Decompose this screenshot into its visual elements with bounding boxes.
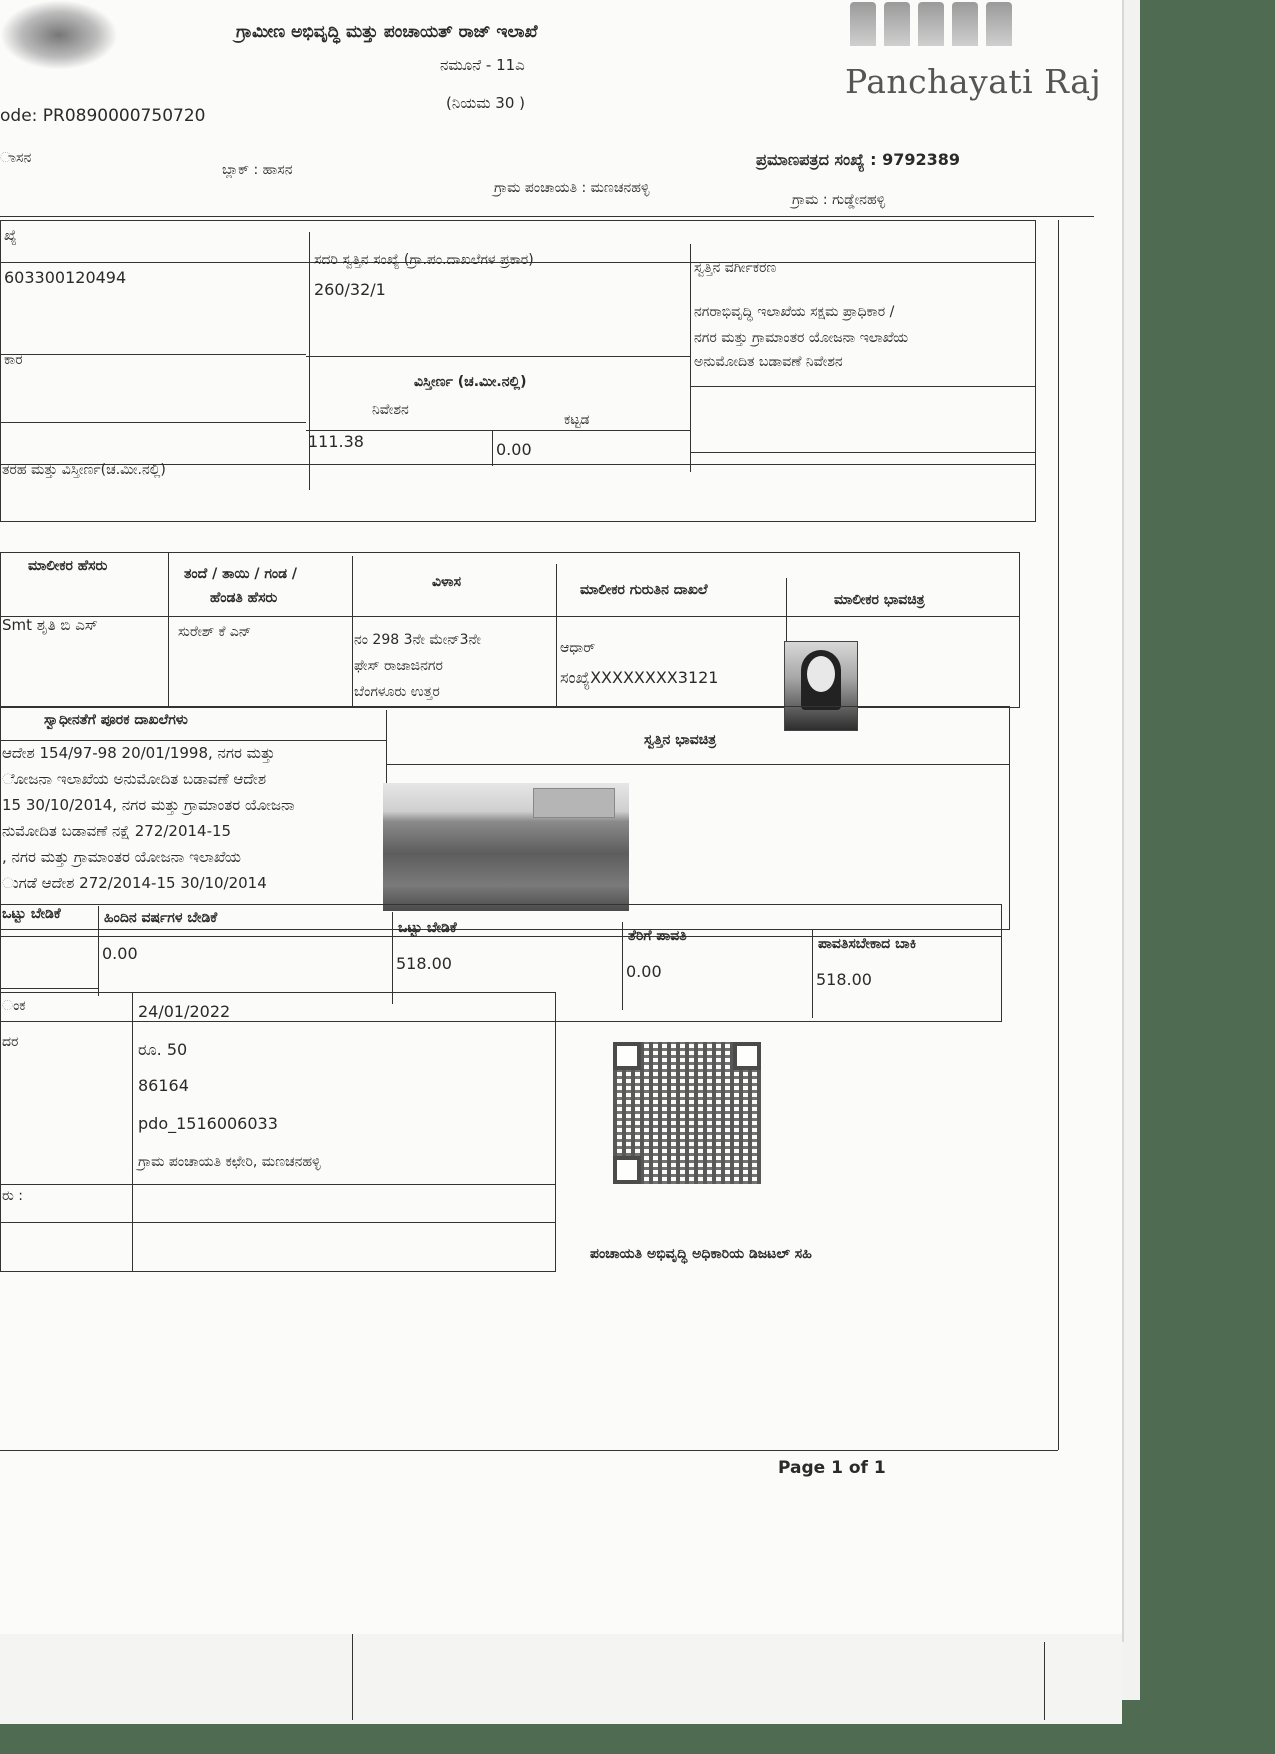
- site-label: ನಿವೇಶನ: [372, 402, 409, 418]
- id-document-line-1: ಆಧಾರ್: [560, 640, 596, 656]
- address-line-2: ಫೇಸ್ ರಾಜಾಜಿನಗರ: [354, 658, 443, 674]
- underlying-drawing-sheet: [0, 1634, 1122, 1724]
- site-area-value: 111.38: [308, 432, 364, 451]
- classification-label: ಸ್ವತ್ತಿನ ವರ್ಗೀಕರಣ: [694, 260, 777, 276]
- id-document-label: ಮಾಲೀಕರ ಗುರುತಿನ ದಾಖಲೆ: [580, 582, 708, 598]
- address-label: ವಿಳಾಸ: [432, 574, 462, 590]
- issue-place: ಗ್ರಾಮ ಪಂಚಾಯತಿ ಕಛೇರಿ, ಮಣಚನಹಳ್ಳಿ: [138, 1154, 321, 1170]
- block: ಬ್ಲಾಕ್ : ಹಾಸನ: [222, 162, 293, 178]
- area-label: ವಿಸ್ತೀರ್ಣ (ಚ.ಮೀ.ನಲ್ಲಿ): [414, 374, 527, 390]
- fee-label: ದರ: [2, 1034, 19, 1050]
- relation-label-1: ತಂದೆ / ತಾಯಿ / ಗಂಡ /: [184, 566, 298, 582]
- relation-label-2: ಹೆಂಡತಿ ಹೆಸರು: [210, 590, 278, 606]
- document-line-2: ೋಜನಾ ಇಲಾಖೆಯ ಅನುಮೋದಿತ ಬಡಾವಣೆ ಆದೇಶ: [2, 770, 267, 788]
- property-photo: [383, 783, 629, 911]
- department-title: ಗ್ರಾಮೀಣ ಅಭಿವೃದ್ಧಿ ಮತ್ತು ಪಂಚಾಯತ್ ರಾಜ್ ಇಲಾಖೆ: [236, 22, 538, 42]
- fee-value: ರೂ. 50: [138, 1040, 188, 1059]
- rule-number: (ನಿಯಮ 30 ): [446, 94, 525, 112]
- form-number: ನಮೂನೆ - 11ಎ: [440, 56, 525, 74]
- document-line-5: , ನಗರ ಮತ್ತು ಗ್ರಾಮಾಂತರ ಯೋಜನಾ ಇಲಾಖೆಯ: [2, 848, 241, 866]
- issue-date-value: 24/01/2022: [138, 1002, 231, 1021]
- building-area-value: 0.00: [496, 440, 532, 459]
- page-border: [1058, 220, 1059, 1450]
- property-photo-label: ಸ್ವತ್ತಿನ ಭಾವಚಿತ್ರ: [644, 732, 717, 748]
- tax-paid-value: 0.00: [626, 962, 662, 981]
- sadari-number-value: 260/32/1: [314, 280, 386, 299]
- remarks-label: ರು :: [2, 1188, 24, 1204]
- village: ಗ್ರಾಮ : ಗುಡ್ಡೇನಹಳ್ಳಿ: [792, 192, 886, 208]
- header-divider: [0, 216, 1094, 217]
- previous-years-demand-value: 0.00: [102, 944, 138, 963]
- property-id-label: ಖ್ಯೆ: [4, 228, 17, 244]
- balance-due-label: ಪಾವತಿಸಬೇಕಾದ ಬಾಕಿ: [818, 936, 917, 952]
- owner-name-value: Smt ಶೃತಿ ಬಿ ಎಸ್: [2, 616, 98, 634]
- address-line-3: ಬೆಂಗಳೂರು ಉತ್ತರ: [354, 684, 440, 700]
- district: ಾಸನ: [0, 150, 32, 166]
- tax-paid-label: ತೆರಿಗೆ ಪಾವತಿ: [628, 928, 687, 944]
- owner-name-label: ಮಾಲೀಕರ ಹೆಸರು: [28, 558, 108, 574]
- document-line-1: ಆದೇಶ 154/97-98 20/01/1998, ನಗರ ಮತ್ತು: [2, 744, 275, 762]
- building-label: ಕಟ್ಟಡ: [564, 412, 590, 428]
- address-line-1: ನಂ 298 3ನೇ ಮೇನ್3ನೇ: [354, 632, 481, 648]
- classification-line-1: ನಗರಾಭಿವೃದ್ಧಿ ಇಲಾಖೆಯ ಸಕ್ಷಮ ಪ್ರಾಧಿಕಾರ /: [694, 304, 895, 320]
- relation-value: ಸುರೇಶ್ ಕೆ ಎನ್: [178, 624, 252, 640]
- issue-date-label: ಂಕ: [2, 998, 26, 1014]
- issue-details-table: [0, 992, 556, 1272]
- certificate-number: ಪ್ರಮಾಣಪತ್ರದ ಸಂಖ್ಯೆ : 9792389: [756, 150, 961, 169]
- issued-by: pdo_1516006033: [138, 1114, 278, 1133]
- total-demand-label: ಒಟ್ಟು ಬೇಡಿಕೆ: [2, 906, 61, 922]
- balance-due-value: 518.00: [816, 970, 872, 989]
- classification-line-3: ಅನುಮೋದಿತ ಬಡಾವಣೆ ನಿವೇಶನ: [694, 354, 843, 370]
- property-code: ode: PR0890000750720: [0, 106, 206, 126]
- id-document-line-2: ಸಂಖ್ಯೆXXXXXXXX3121: [560, 668, 719, 687]
- floor-area-label: ತರಹ ಮತ್ತು ವಿಸ್ತೀರ್ಣ(ಚ.ಮೀ.ನಲ್ಲಿ): [2, 462, 166, 478]
- gram-panchayat: ಗ್ರಾಮ ಪಂಚಾಯತಿ : ಮಣಚನಹಳ್ಳಿ: [494, 180, 650, 196]
- classification-line-2: ನಗರ ಮತ್ತು ಗ್ರಾಮಾಂತರ ಯೋಜನಾ ಇಲಾಖೆಯ: [694, 330, 909, 346]
- document-line-6: ುಗಡೆ ಆದೇಶ 272/2014-15 30/10/2014: [2, 874, 267, 892]
- document-line-3: 15 30/10/2014, ನಗರ ಮತ್ತು ಗ್ರಾಮಾಂತರ ಯೋಜನಾ: [2, 796, 295, 814]
- receipt-number: 86164: [138, 1076, 189, 1095]
- previous-years-demand-label: ಹಿಂದಿನ ವರ್ಷಗಳ ಬೇಡಿಕೆ: [104, 910, 218, 926]
- digital-signature-label: ಪಂಚಾಯತಿ ಅಭಿವೃದ್ಧಿ ಅಧಿಕಾರಿಯ ಡಿಜಟಲ್ ಸಹಿ: [590, 1246, 812, 1262]
- owner-photo-label: ಮಾಲೀಕರ ಭಾವಚಿತ್ರ: [834, 592, 925, 608]
- document-line-4: ನುಮೋದಿತ ಬಡಾವಣೆ ನಕ್ಷೆ 272/2014-15: [2, 822, 232, 840]
- owner-table: [0, 552, 1020, 708]
- total-label: ಒಟ್ಟು ಬೇಡಿಕೆ: [398, 920, 457, 936]
- panchayati-raj-logo-icon: [850, 2, 1040, 62]
- total-demand-value: 518.00: [396, 954, 452, 973]
- property-type-label: ಕಾರ: [4, 352, 23, 368]
- page-number: Page 1 of 1: [778, 1458, 886, 1478]
- property-id-value: 603300120494: [4, 268, 127, 287]
- documents-label: ಸ್ವಾಧೀನತೆಗೆ ಪೂರಕ ದಾಖಲೆಗಳು: [44, 712, 188, 728]
- state-emblem-icon: [0, 0, 118, 70]
- sadari-number-label: ಸದರಿ ಸ್ವತ್ತಿನ ಸಂಖ್ಯೆ (ಗ್ರಾ.ಪಂ.ದಾಖಲೆಗಳ ಪ್ರಕಾರ): [314, 252, 534, 268]
- brand-name: Panchayati Raj: [845, 62, 1102, 101]
- qr-code: [613, 1042, 761, 1184]
